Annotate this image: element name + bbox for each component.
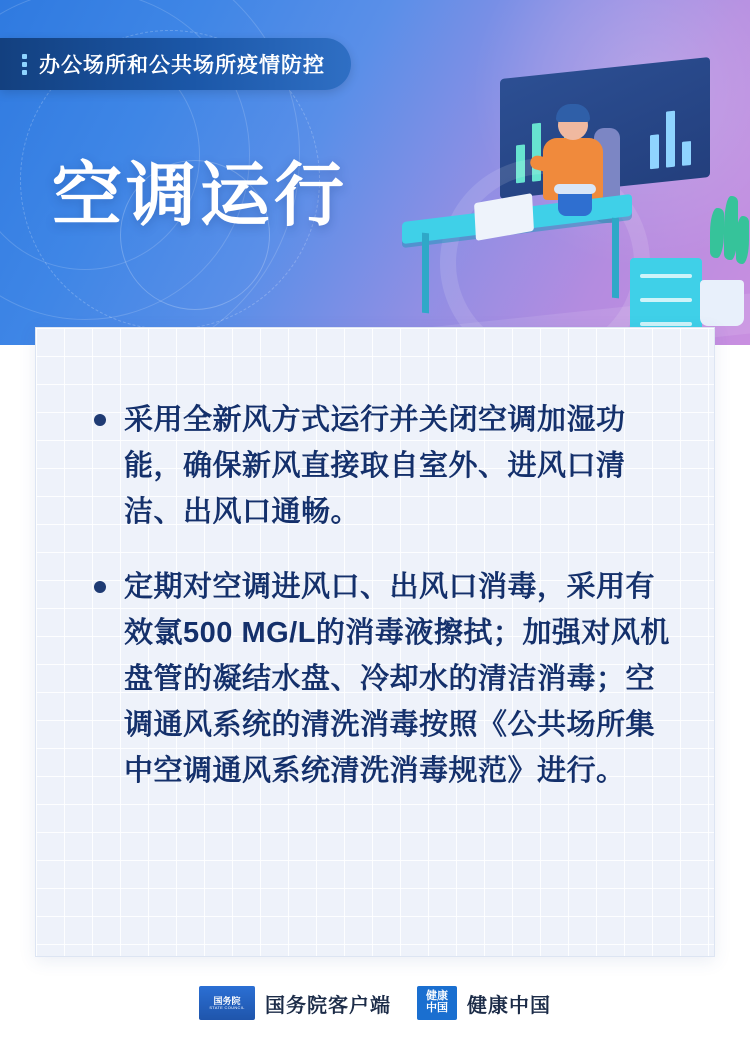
healthy-china-logo-line1: 健康 — [426, 990, 448, 1003]
tick-marks-icon — [22, 62, 27, 67]
breadcrumb-label: 办公场所和公共场所疫情防控 — [39, 54, 325, 77]
person-hair-icon — [556, 104, 590, 122]
state-council-logo-cn: 国务院 — [213, 995, 241, 1006]
gov-client-brand — [199, 986, 391, 1020]
page-title: 空调运行 — [52, 156, 348, 234]
healthy-china-logo-line2: 中国 — [426, 1002, 448, 1014]
hero-banner — [0, 0, 750, 345]
state-council-logo-en: STATE COUNCIL — [209, 1004, 245, 1010]
list-item-text: 定期对空调进风口、出风口消毒，采用有效氯500 MG/L的消毒液擦拭；加强对风机盘管的凝结水盘、冷却水的清洁消毒；空调通风系统的清洗消毒按照《公共场所集中空调通风系统清洗消毒规范》进行。 — [124, 571, 670, 787]
office-illustration — [380, 58, 750, 345]
plant-leaf-icon — [710, 208, 724, 258]
bullet-dot-icon — [94, 414, 106, 426]
content-card — [35, 327, 715, 957]
desk-leg-icon — [612, 218, 619, 299]
healthy-china-logo-icon — [417, 986, 457, 1020]
healthy-china-label: 健康中国 — [467, 994, 551, 1017]
state-council-logo-icon — [199, 986, 255, 1020]
healthy-china-brand — [417, 986, 551, 1020]
bullet-dot-icon — [94, 581, 106, 593]
breadcrumb — [0, 38, 351, 90]
desk-leg-icon — [422, 233, 429, 314]
cup-lid-icon — [554, 184, 596, 194]
plant-leaf-icon — [736, 216, 749, 264]
list-item — [94, 565, 674, 794]
plant-pot-icon — [700, 280, 744, 326]
footer — [0, 986, 750, 1020]
bullet-list — [94, 398, 674, 825]
list-item-text: 采用全新风方式运行并关闭空调加湿功能，确保新风直接取自室外、进风口清洁、出风口通畅。 — [124, 404, 626, 528]
list-item — [94, 398, 674, 535]
gov-client-label: 国务院客户端 — [265, 994, 391, 1017]
